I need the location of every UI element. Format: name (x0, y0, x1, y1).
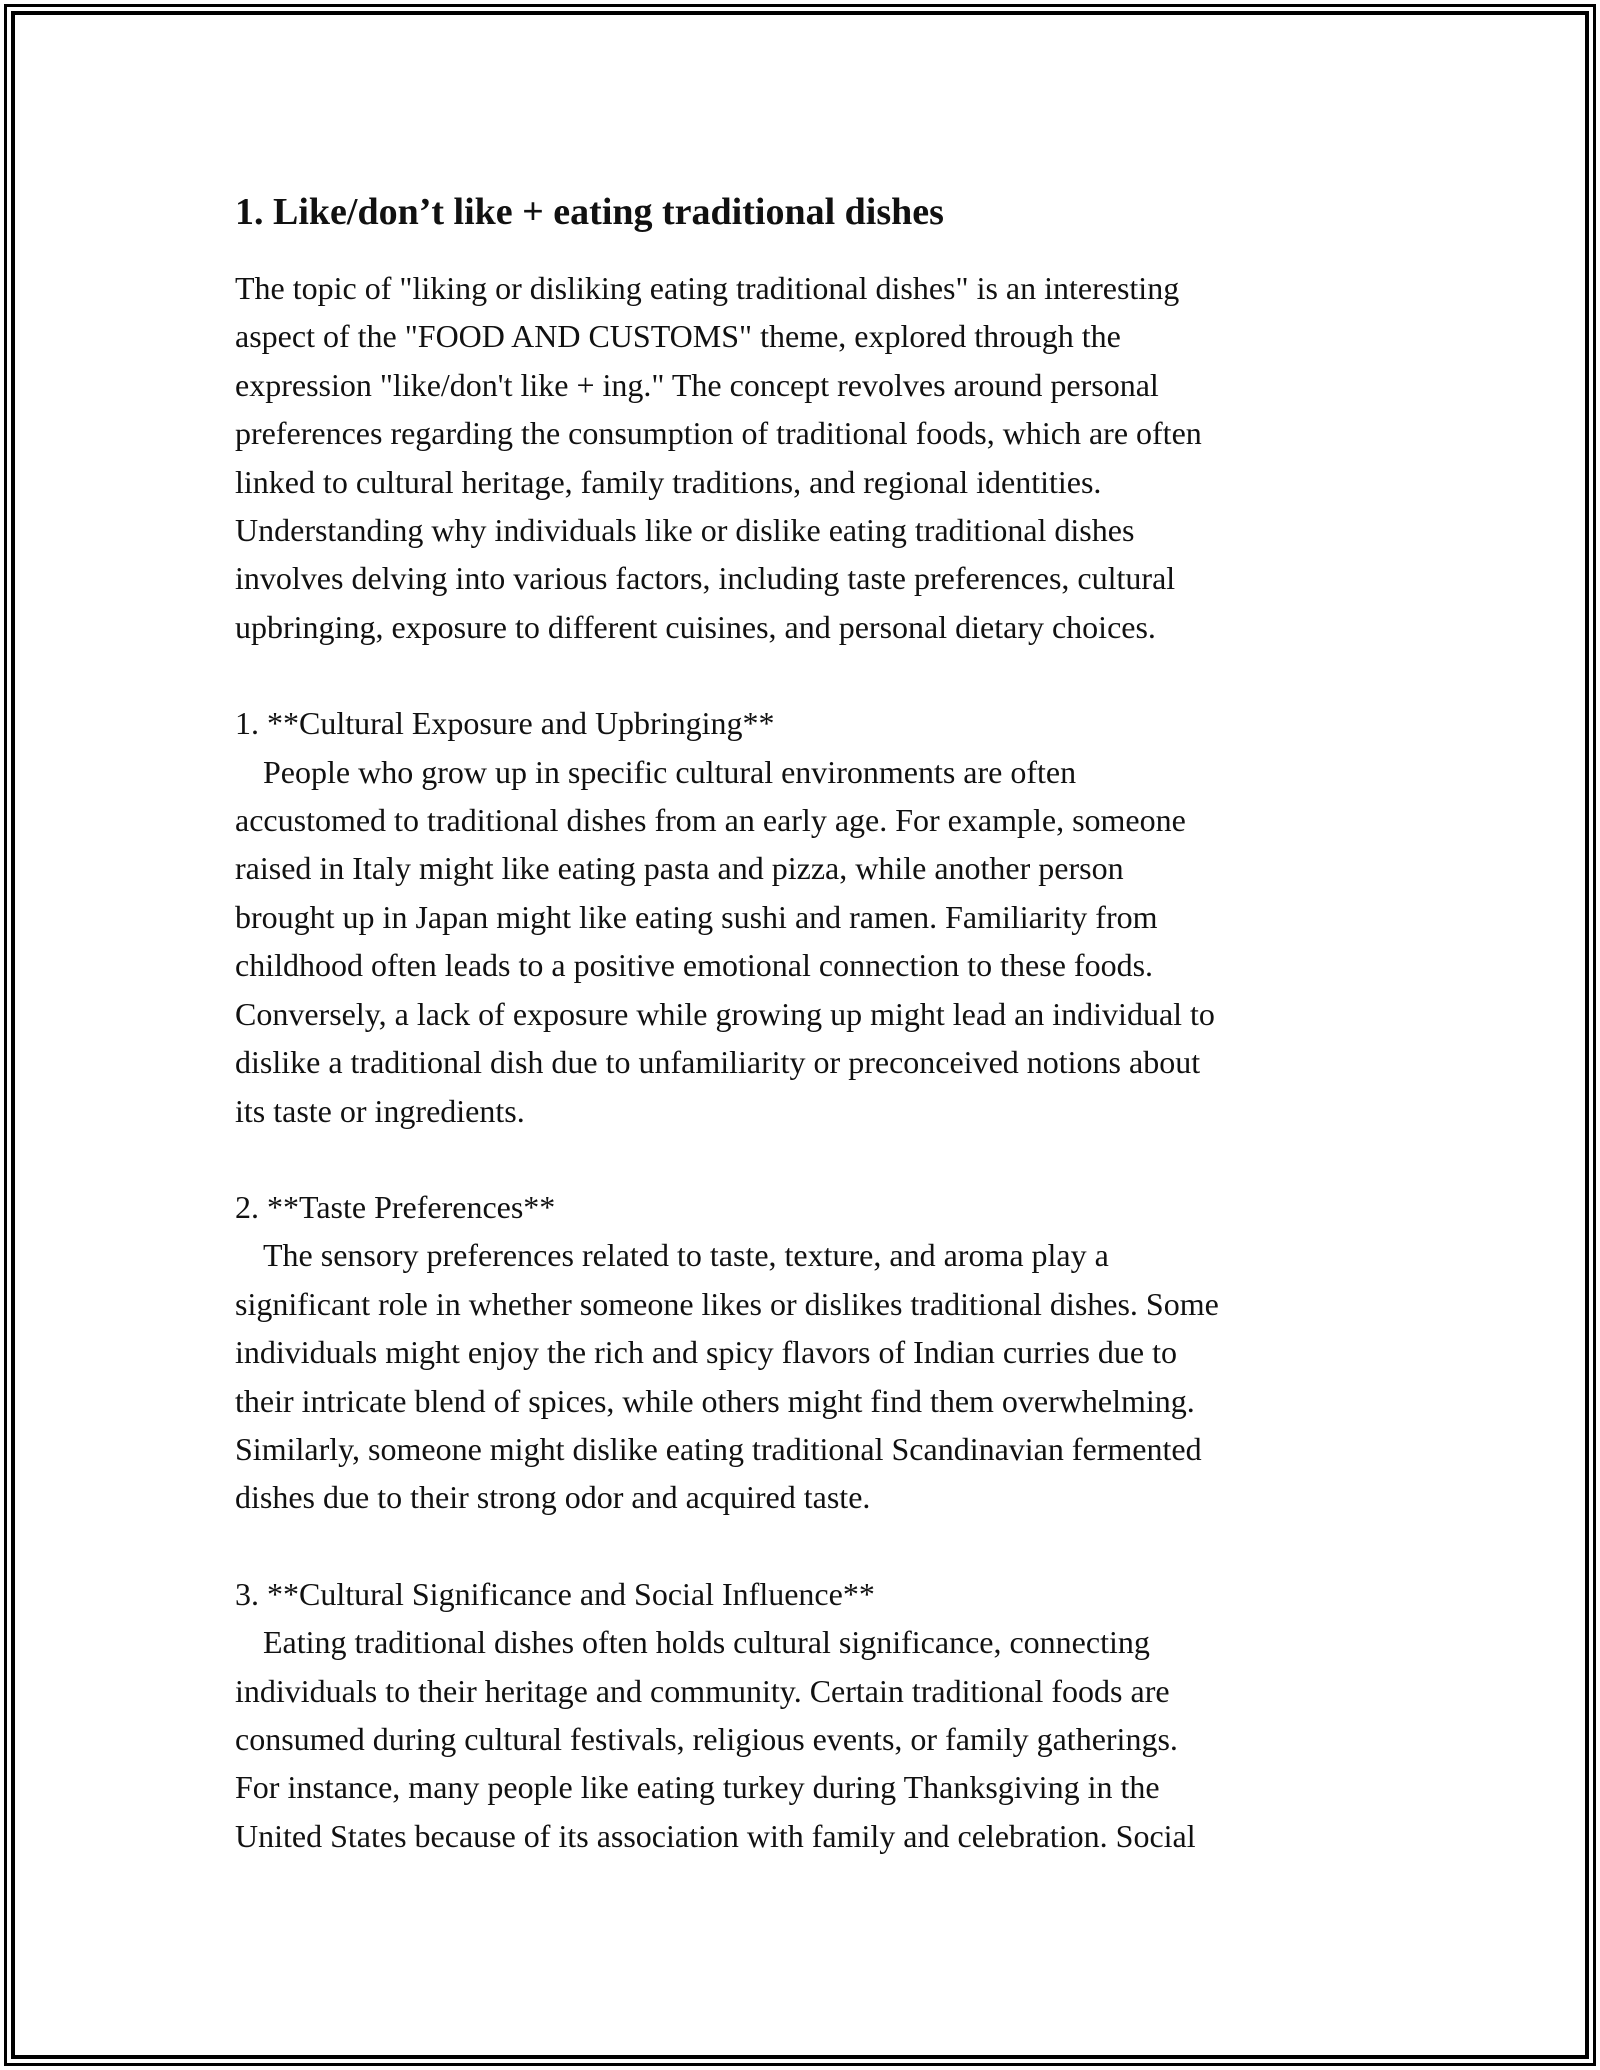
section-line: The sensory preferences related to taste, texture, and aroma play a (263, 1237, 1109, 1274)
section-taste-preferences (235, 1183, 1375, 1522)
intro-line: aspect of the "FOOD AND CUSTOMS" theme, explored through the (235, 318, 1121, 355)
section-line: For instance, many people like eating turkey during Thanksgiving in the (235, 1769, 1160, 1806)
section-line: individuals might enjoy the rich and spicy flavors of Indian curries due to (235, 1334, 1177, 1371)
intro-line: Understanding why individuals like or dislike eating traditional dishes (235, 512, 1135, 549)
section-heading: 3. **Cultural Significance and Social Influence** (235, 1575, 875, 1612)
section-line: dislike a traditional dish due to unfamiliarity or preconceived notions about (235, 1044, 1201, 1081)
section-line: consumed during cultural festivals, religious events, or family gatherings. (235, 1720, 1178, 1757)
section-line: childhood often leads to a positive emotional connection to these foods. (235, 947, 1154, 984)
intro-line: expression "like/don't like + ing." The concept revolves around personal (235, 366, 1159, 403)
intro-line: upbringing, exposure to different cuisines, and personal dietary choices. (235, 608, 1156, 645)
section-line: its taste or ingredients. (235, 1092, 525, 1129)
section-line: their intricate blend of spices, while others might find them overwhelming. (235, 1382, 1195, 1419)
section-line: brought up in Japan might like eating sushi and ramen. Familiarity from (235, 898, 1158, 935)
intro-line: The topic of "liking or disliking eating traditional dishes" is an interesting (235, 270, 1180, 306)
section-line: dishes due to their strong odor and acquired taste. (235, 1479, 871, 1516)
section-line: United States because of its association with family and celebration. Social (235, 1817, 1196, 1854)
section-cultural-significance (235, 1570, 1375, 1860)
section-cultural-exposure (235, 699, 1375, 1135)
section-line: Conversely, a lack of exposure while growing up might lead an individual to (235, 995, 1215, 1032)
section-heading: 1. **Cultural Exposure and Upbringing** (235, 705, 775, 742)
intro-line: involves delving into various factors, including taste preferences, cultural (235, 560, 1176, 597)
section-line: accustomed to traditional dishes from an early age. For example, someone (235, 802, 1186, 839)
intro-line: preferences regarding the consumption of traditional foods, which are often (235, 415, 1202, 452)
document-body (235, 186, 1375, 1860)
section-line: significant role in whether someone likes or dislikes traditional dishes. Some (235, 1285, 1219, 1322)
document-title: 1. Like/don’t like + eating traditional dishes (235, 191, 944, 233)
section-heading: 2. **Taste Preferences** (235, 1188, 556, 1225)
section-line: Eating traditional dishes often holds cultural significance, connecting (263, 1624, 1150, 1661)
section-line: Similarly, someone might dislike eating traditional Scandinavian fermented (235, 1430, 1202, 1467)
section-line: People who grow up in specific cultural environments are often (263, 753, 1077, 790)
intro-line: linked to cultural heritage, family traditions, and regional identities. (235, 463, 1102, 500)
intro-paragraph (235, 264, 1375, 651)
section-line: raised in Italy might like eating pasta and pizza, while another person (235, 850, 1124, 887)
section-line: individuals to their heritage and community. Certain traditional foods are (235, 1672, 1170, 1709)
